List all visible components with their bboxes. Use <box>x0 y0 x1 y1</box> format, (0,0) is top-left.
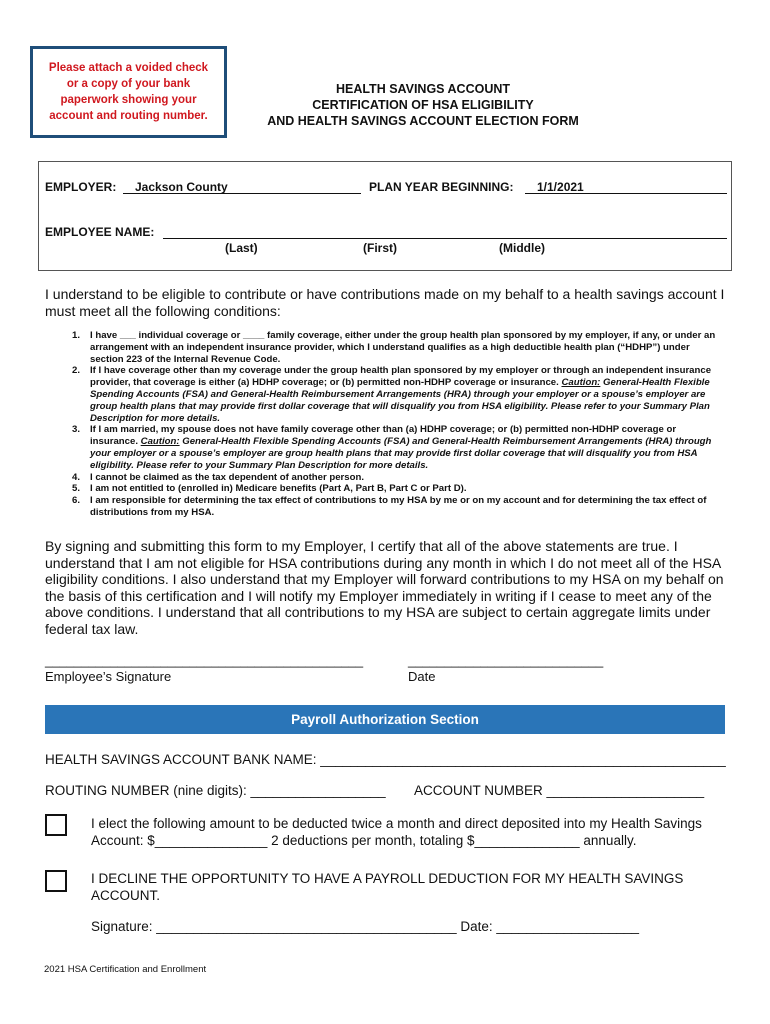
payroll-section-header <box>45 705 725 734</box>
employee-info-box <box>38 161 732 271</box>
condition-item <box>60 472 725 484</box>
employee-signature-label: Employee’s Signature <box>45 669 172 684</box>
condition-number: 6. <box>71 495 80 507</box>
caution-label: Caution: <box>140 436 180 448</box>
payroll-section-title: Payroll Authorization Section <box>291 712 479 727</box>
notice-line: account and routing number. <box>49 110 208 122</box>
title-line-3: AND HEALTH SAVINGS ACCOUNT ELECTION FORM <box>267 114 579 128</box>
routing-number-field[interactable]: ROUTING NUMBER (nine digits): __________________ <box>45 783 386 798</box>
condition-item <box>60 483 725 495</box>
elect-deduction-checkbox[interactable] <box>45 814 67 836</box>
condition-text: I cannot be claimed as the tax dependent of another person. <box>90 471 365 483</box>
certification-paragraph: By signing and submitting this form to my Employer, I certify that all of the above statements are true. I understand that I am not eligible for HSA contributions during any month in which I do not meet all of the HSA eligibility conditions. I also understand that my Employer will forward contributions to my HSA on my behalf on the basis of this certification and I will notify my Employer immediately in writing if I cease to meet any of the above conditions. I understand that all contributions to my HSA are subject to certain aggregate limits under federal tax law. <box>45 538 724 637</box>
condition-number: 5. <box>71 483 80 495</box>
first-name-caption: (First) <box>363 241 397 255</box>
plan-year-field[interactable]: 1/1/2021 <box>525 180 727 194</box>
voided-check-notice <box>30 46 227 138</box>
employer-field[interactable]: Jackson County <box>123 180 361 194</box>
bank-name-field[interactable]: HEALTH SAVINGS ACCOUNT BANK NAME: ______________________________________________________ <box>45 752 726 767</box>
title-line-2: CERTIFICATION OF HSA ELIGIBILITY <box>312 98 534 112</box>
form-title <box>238 81 608 129</box>
notice-line: Please attach a voided check <box>48 62 209 74</box>
decline-deduction-text: I DECLINE THE OPPORTUNITY TO HAVE A PAYROLL DEDUCTION FOR MY HEALTH SAVINGS ACCOUNT. <box>91 871 684 903</box>
employee-name-field[interactable] <box>163 225 727 239</box>
employee-signature-line[interactable]: ____________________________________________ <box>45 653 364 668</box>
condition-item <box>60 495 725 519</box>
condition-item <box>60 330 725 365</box>
elect-deduction-text <box>91 815 731 849</box>
condition-number: 2. <box>71 365 80 377</box>
condition-number: 4. <box>71 471 80 483</box>
title-line-1: HEALTH SAVINGS ACCOUNT <box>335 82 511 96</box>
caution-label: Caution: <box>561 377 601 389</box>
elect-deduction-line-1: I elect the following amount to be deducted twice a month and direct deposited into my Health Savings <box>91 816 702 831</box>
plan-year-label: PLAN YEAR BEGINNING: <box>369 180 514 194</box>
condition-text: If I have coverage other than my coverage under the group health plan sponsored by my employer or through an independent insurance provider, that coverage is either (a) HDHP coverage; or (b) permitted non-HDHP coverage or insurance. <box>90 365 712 389</box>
employee-date-line[interactable]: ___________________________ <box>408 653 604 668</box>
elect-deduction-line-2[interactable]: Account: $_______________ 2 deductions per month, totaling $______________ annually. <box>91 833 637 848</box>
employee-date-label: Date <box>408 669 436 684</box>
page-footer: 2021 HSA Certification and Enrollment <box>44 964 207 975</box>
caution-text: General-Health Flexible Spending Accounts (FSA) and General-Health Reimbursement Arrangements (HRA) through your employer or a spouse’s employer are group health plans that may provide first dollar coverage that will disqualify you from HSA eligibility. Please refer to your Summary Plan Description for more details. <box>90 436 712 471</box>
condition-text: If I am married, my spouse does not have family coverage other than (a) HDHP coverage; or (b) permitted non-HDHP coverage or insurance. <box>90 424 677 448</box>
condition-number: 1. <box>71 330 80 341</box>
condition-text: I am responsible for determining the tax effect of contributions to my HSA by me or on my account and for determining the tax effect of distributions from my HSA. <box>90 495 707 518</box>
last-name-caption: (Last) <box>225 241 258 255</box>
middle-name-caption: (Middle) <box>499 241 545 255</box>
condition-item <box>60 424 725 471</box>
eligibility-conditions <box>60 330 725 519</box>
condition-text: I have ___ individual coverage or ____ family coverage, either under the group health plan sponsored by my employer, if any, or under an arrangement with an independent insurance provider, which I understand qualifies as a high deductible health plan (“HDHP”) under section 223 of the Internal Revenue Code. <box>90 330 716 365</box>
decline-deduction-checkbox[interactable] <box>45 870 67 892</box>
payroll-signature-date-line[interactable]: Signature: ________________________________________ Date: ___________________ <box>91 919 640 934</box>
employee-name-label: EMPLOYEE NAME: <box>45 225 155 239</box>
condition-number: 3. <box>71 424 80 436</box>
notice-line: or a copy of your bank <box>66 78 191 90</box>
employer-label: EMPLOYER: <box>45 180 117 194</box>
intro-paragraph: I understand to be eligible to contribute or have contributions made on my behalf to a health savings account I must meet all the following conditions: <box>45 286 725 319</box>
condition-item <box>60 365 725 424</box>
account-number-field[interactable]: ACCOUNT NUMBER _____________________ <box>414 783 705 798</box>
notice-line: paperwork showing your <box>60 94 197 106</box>
condition-text: I am not entitled to (enrolled in) Medicare benefits (Part A, Part B, Part C or Part D). <box>90 483 467 495</box>
caution-text: General-Health Flexible Spending Accounts (FSA) and General-Health Reimbursement Arrangements (HRA) through your employer or a spouse’s employer are group health plans that may provide first dollar coverage that will disqualify you from HSA eligibility. Please refer to your Summary Plan Description for more details. <box>90 377 710 424</box>
